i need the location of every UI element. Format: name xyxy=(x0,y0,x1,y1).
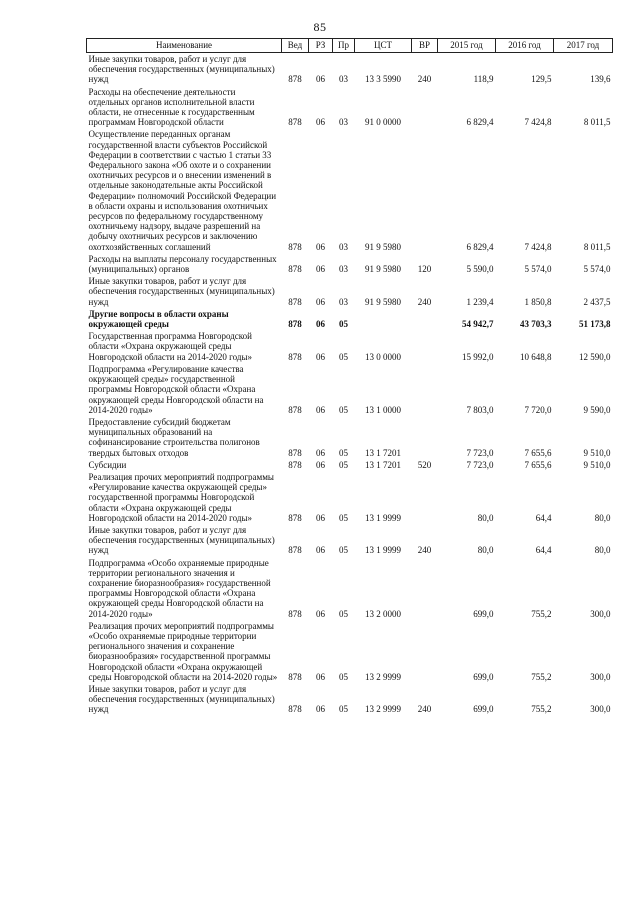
cell-pr: 05 xyxy=(339,704,348,715)
cell-2015: 5 590,0 xyxy=(466,264,494,275)
cell-2016: 7 720,0 xyxy=(524,404,552,415)
cell-pr: 05 xyxy=(339,351,348,362)
cell-rz: 06 xyxy=(316,512,325,523)
table-row xyxy=(87,363,613,416)
cell-rz: 06 xyxy=(316,447,325,458)
cell-cst: 13 0 0000 xyxy=(365,351,401,362)
cell-pr: 03 xyxy=(339,74,348,85)
cell-rz: 06 xyxy=(316,671,325,682)
cell-pr: 03 xyxy=(339,264,348,275)
cell-vr: 240 xyxy=(417,296,432,307)
cell-2015: 80,0 xyxy=(477,545,494,556)
cell-name: Расходы на обеспечение деятельности отдельных органов исполнительной власти области, не отнесенные к государственным программам Новгородской области xyxy=(88,86,255,128)
cell-name: Реализация прочих мероприятий подпрограммы «Особо охраняемые природные территории регионального значения и сохранение биоразнообразия» государственной программы Новгородской области «Охрана окружающей среды Новгородской области на 2014-2020 годы» xyxy=(88,620,278,682)
cell-ved: 878 xyxy=(288,447,302,458)
cell-ved: 878 xyxy=(288,512,302,523)
cell-2016: 7 655,6 xyxy=(524,459,552,470)
cell-2015: 6 829,4 xyxy=(466,241,494,252)
table-row xyxy=(87,524,613,557)
cell-2015: 54 942,7 xyxy=(462,319,494,330)
cell-vr: 240 xyxy=(417,545,432,556)
table-row xyxy=(87,620,613,683)
table-row xyxy=(87,308,613,330)
cell-2017: 12 590,0 xyxy=(579,351,611,362)
cell-rz: 06 xyxy=(316,264,325,275)
cell-cst: 13 2 0000 xyxy=(365,608,401,619)
cell-2015: 80,0 xyxy=(477,512,494,523)
cell-pr: 05 xyxy=(339,319,348,330)
cell-2015: 699,0 xyxy=(473,704,494,715)
cell-rz: 06 xyxy=(316,74,325,85)
table-header-row xyxy=(87,39,613,53)
cell-vr: 240 xyxy=(417,74,432,85)
cell-vr xyxy=(412,620,438,683)
cell-ved: 878 xyxy=(288,545,302,556)
cell-ved: 878 xyxy=(288,241,302,252)
cell-cst: 13 1 0000 xyxy=(365,404,401,415)
cell-rz: 06 xyxy=(316,459,325,470)
cell-cst: 13 2 9999 xyxy=(365,671,401,682)
cell-rz: 06 xyxy=(316,117,325,128)
cell-2016: 43 703,3 xyxy=(520,319,552,330)
table-row xyxy=(87,557,613,620)
cell-name: Другие вопросы в области охраны окружающей среды xyxy=(88,308,229,330)
cell-cst: 13 1 9999 xyxy=(365,545,401,556)
cell-2016: 7 424,8 xyxy=(524,117,552,128)
cell-rz: 06 xyxy=(316,404,325,415)
cell-2017: 80,0 xyxy=(594,512,611,523)
cell-2015: 6 829,4 xyxy=(466,117,494,128)
cell-name: Подпрограмма «Особо охраняемые природные территории регионального значения и сохранение биоразнообразия» государственной программы Новгородской области «Охрана окружающей среды Новгородской области на 2014-2020 годы» xyxy=(88,557,271,619)
cell-name: Предоставление субсидий бюджетам муниципальных образований на софинансирование строительства полигонов твердых бытовых отходов xyxy=(88,416,260,458)
cell-2015: 1 239,4 xyxy=(466,296,494,307)
cell-vr xyxy=(412,363,438,416)
cell-vr xyxy=(412,128,438,252)
cell-2015: 699,0 xyxy=(473,671,494,682)
cell-name: Подпрограмма «Регулирование качества окружающей среды» государственной программы Новгородской области «Охрана окружающей среды Новгородской области на 2014-2020 годы» xyxy=(88,363,264,415)
cell-name: Осуществление переданных органам государственной власти субъектов Российской Федерации в соответствии с частью 1 статьи 33 Федерального закона «Об охоте и о сохранении охотничьих ресурсов и о внесении изменений в отдельные законодательные акты Российской Федерации» полномочий Российской Федерации в области охраны и использования охотничьих ресурсов по федеральному государственному охотничьему надзору, выдаче разрешений на добычу охотничьих ресурсов и заключению охотхозяйственных соглашений xyxy=(88,129,277,252)
header-cst: ЦСТ xyxy=(355,39,412,53)
cell-2016: 755,2 xyxy=(531,608,552,619)
cell-2016: 755,2 xyxy=(531,671,552,682)
header-name: Наименование xyxy=(87,39,282,53)
cell-cst xyxy=(355,308,412,330)
cell-ved: 878 xyxy=(288,608,302,619)
cell-cst: 91 0 0000 xyxy=(365,117,401,128)
table-row xyxy=(87,253,613,275)
cell-vr xyxy=(412,330,438,363)
table-row xyxy=(87,471,613,524)
cell-vr: 240 xyxy=(417,704,432,715)
cell-pr: 05 xyxy=(339,512,348,523)
cell-2016: 64,4 xyxy=(535,512,552,523)
cell-2015: 15 992,0 xyxy=(462,351,494,362)
cell-ved: 878 xyxy=(288,704,302,715)
budget-table xyxy=(86,38,613,716)
cell-name: Субсидии xyxy=(88,459,127,470)
header-2015: 2015 год xyxy=(438,39,496,53)
cell-2016: 755,2 xyxy=(531,704,552,715)
table-row xyxy=(87,275,613,308)
cell-pr: 05 xyxy=(339,459,348,470)
header-vr: ВР xyxy=(412,39,438,53)
header-2017: 2017 год xyxy=(554,39,613,53)
table-row xyxy=(87,416,613,459)
table-row xyxy=(87,53,613,86)
cell-cst: 91 9 5980 xyxy=(365,264,401,275)
cell-pr: 03 xyxy=(339,117,348,128)
cell-2017: 80,0 xyxy=(594,545,611,556)
cell-2015: 118,9 xyxy=(473,74,494,85)
cell-ved: 878 xyxy=(288,296,302,307)
cell-2017: 300,0 xyxy=(590,608,611,619)
cell-vr xyxy=(412,416,438,459)
table-row xyxy=(87,330,613,363)
cell-ved: 878 xyxy=(288,351,302,362)
cell-ved: 878 xyxy=(288,319,302,330)
table-row xyxy=(87,459,613,471)
cell-pr: 03 xyxy=(339,296,348,307)
cell-cst: 13 2 9999 xyxy=(365,704,401,715)
cell-vr xyxy=(412,86,438,129)
cell-vr xyxy=(412,471,438,524)
cell-2017: 300,0 xyxy=(590,671,611,682)
cell-2015: 7 723,0 xyxy=(466,459,494,470)
cell-2017: 139,6 xyxy=(590,74,611,85)
cell-name: Иные закупки товаров, работ и услуг для обеспечения государственных (муниципальных) нужд xyxy=(88,524,275,556)
table-row xyxy=(87,683,613,716)
cell-cst: 13 1 9999 xyxy=(365,512,401,523)
cell-name: Расходы на выплаты персоналу государственных (муниципальных) органов xyxy=(88,253,277,275)
cell-rz: 06 xyxy=(316,241,325,252)
cell-ved: 878 xyxy=(288,264,302,275)
cell-ved: 878 xyxy=(288,459,302,470)
cell-cst: 91 9 5980 xyxy=(365,296,401,307)
cell-ved: 878 xyxy=(288,74,302,85)
cell-vr xyxy=(412,557,438,620)
cell-2015: 699,0 xyxy=(473,608,494,619)
cell-vr: 120 xyxy=(417,264,432,275)
cell-2017: 9 510,0 xyxy=(583,447,611,458)
cell-2015: 7 723,0 xyxy=(466,447,494,458)
cell-vr: 520 xyxy=(417,459,432,470)
cell-ved: 878 xyxy=(288,671,302,682)
cell-2017: 8 011,5 xyxy=(583,117,611,128)
cell-rz: 06 xyxy=(316,545,325,556)
cell-ved: 878 xyxy=(288,404,302,415)
cell-cst: 13 3 5990 xyxy=(365,74,401,85)
cell-rz: 06 xyxy=(316,296,325,307)
cell-name: Иные закупки товаров, работ и услуг для обеспечения государственных (муниципальных) нужд xyxy=(88,54,275,85)
header-2016: 2016 год xyxy=(496,39,554,53)
cell-rz: 06 xyxy=(316,351,325,362)
cell-2016: 5 574,0 xyxy=(524,264,552,275)
cell-2017: 2 437,5 xyxy=(583,296,611,307)
cell-2017: 51 173,8 xyxy=(579,319,611,330)
cell-2017: 300,0 xyxy=(590,704,611,715)
cell-2017: 8 011,5 xyxy=(583,241,611,252)
cell-pr: 05 xyxy=(339,447,348,458)
cell-pr: 03 xyxy=(339,241,348,252)
cell-name: Иные закупки товаров, работ и услуг для обеспечения государственных (муниципальных) нужд xyxy=(88,276,275,307)
cell-vr xyxy=(412,308,438,330)
table-row xyxy=(87,86,613,129)
cell-2017: 9 510,0 xyxy=(583,459,611,470)
cell-2017: 9 590,0 xyxy=(583,404,611,415)
cell-pr: 05 xyxy=(339,671,348,682)
cell-2015: 7 803,0 xyxy=(466,404,494,415)
cell-rz: 06 xyxy=(316,704,325,715)
cell-name: Государственная программа Новгородской области «Охрана окружающей среды Новгородской области на 2014-2020 годы» xyxy=(88,331,252,362)
cell-2017: 5 574,0 xyxy=(583,264,611,275)
cell-2016: 7 424,8 xyxy=(524,241,552,252)
cell-cst: 91 9 5980 xyxy=(365,241,401,252)
cell-name: Реализация прочих мероприятий подпрограммы «Регулирование качества окружающей среды» государственной программы Новгородской области «Охрана окружающей среды Новгородской области на 2014-2020 годы» xyxy=(88,471,274,523)
header-ved: Вед xyxy=(282,39,309,53)
cell-pr: 05 xyxy=(339,545,348,556)
cell-rz: 06 xyxy=(316,319,325,330)
cell-name: Иные закупки товаров, работ и услуг для обеспечения государственных (муниципальных) нужд xyxy=(88,683,275,715)
cell-2016: 7 655,6 xyxy=(524,447,552,458)
cell-pr: 05 xyxy=(339,404,348,415)
cell-2016: 64,4 xyxy=(535,545,552,556)
cell-2016: 1 850,8 xyxy=(524,296,552,307)
cell-2016: 10 648,8 xyxy=(520,351,552,362)
header-pr: Пр xyxy=(333,39,355,53)
table-row xyxy=(87,128,613,252)
cell-pr: 05 xyxy=(339,608,348,619)
cell-cst: 13 1 7201 xyxy=(365,447,401,458)
header-rz: РЗ xyxy=(309,39,333,53)
table-body xyxy=(87,53,613,716)
cell-ved: 878 xyxy=(288,117,302,128)
page-number: 85 xyxy=(313,20,327,34)
cell-2016: 129,5 xyxy=(531,74,552,85)
cell-cst: 13 1 7201 xyxy=(365,459,401,470)
cell-rz: 06 xyxy=(316,608,325,619)
